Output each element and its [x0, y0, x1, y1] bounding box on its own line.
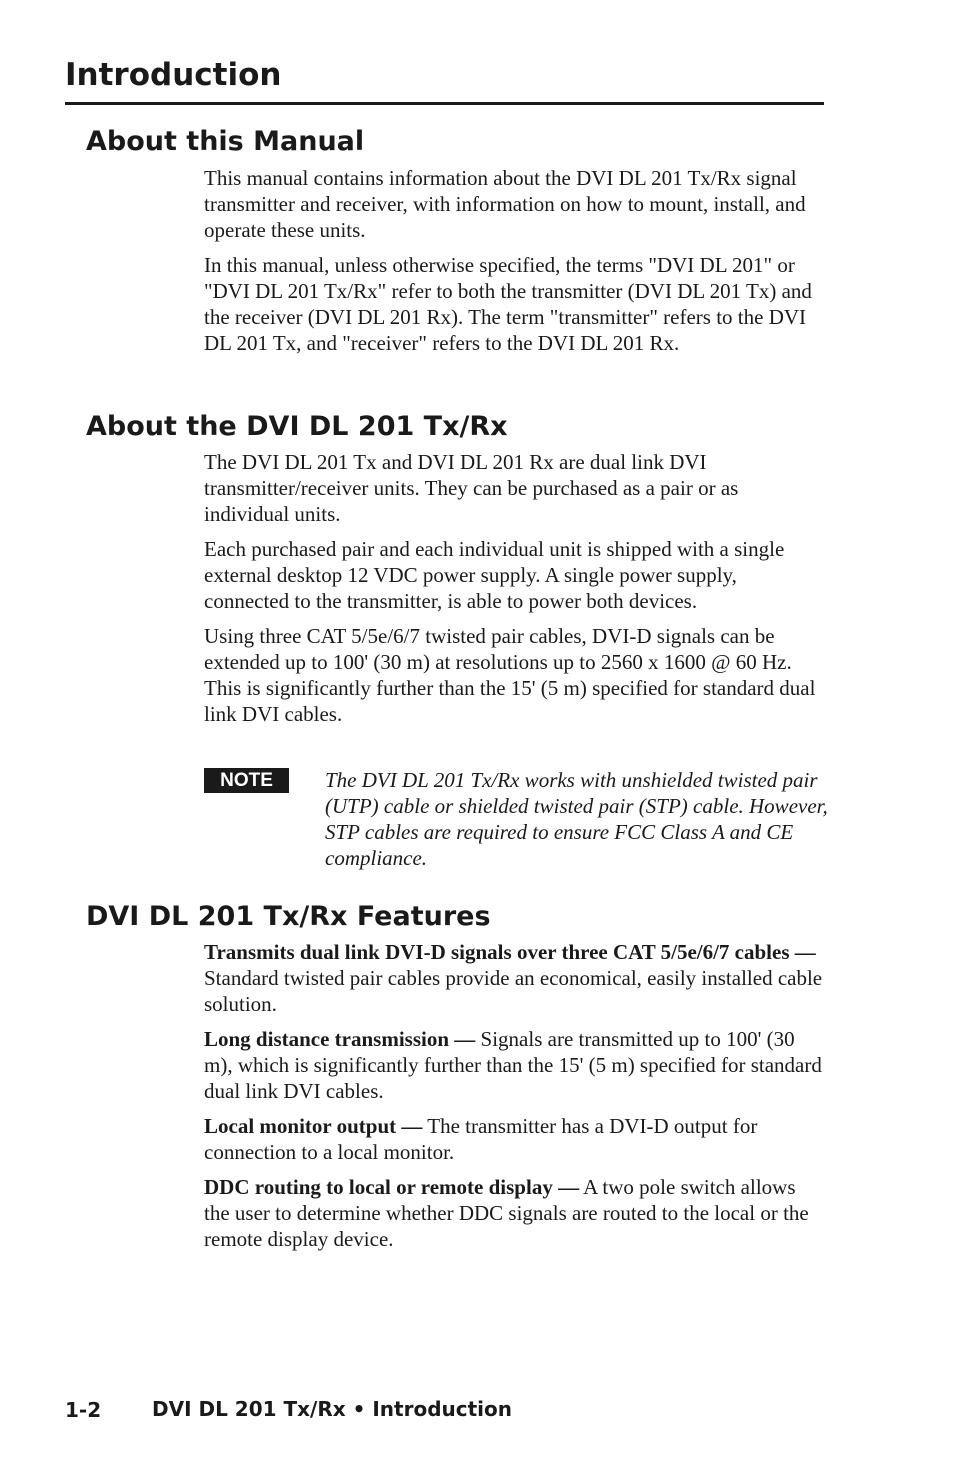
- feature-item: [204, 1026, 824, 1104]
- feature-text: Signals are transmitted up to 100' (30 m), which is significantly further than the 15' (5 m) specified for standard dual link DVI cables.: [204, 1027, 822, 1103]
- feature-title: Long distance transmission —: [204, 1027, 476, 1051]
- about-manual-body: [204, 165, 824, 365]
- about-dvi-body: [204, 449, 824, 736]
- feature-text: A two pole switch allows the user to determine whether DDC signals are routed to the local or the remote display device.: [204, 1175, 809, 1251]
- feature-text: The transmitter has a DVI-D output for connection to a local monitor.: [204, 1114, 758, 1164]
- paragraph: In this manual, unless otherwise specified, the terms "DVI DL 201" or "DVI DL 201 Tx/Rx" refer to both the transmitter (DVI DL 201 Tx) and the receiver (DVI DL 201 Rx). The term "transmitter" refers to the DVI DL 201 Tx, and "receiver" refers to the DVI DL 201 Rx.: [204, 253, 812, 355]
- feature-item: [204, 939, 824, 1017]
- note-badge: NOTE: [204, 768, 289, 793]
- feature-text: Standard twisted pair cables provide an economical, easily installed cable solution.: [204, 966, 823, 1016]
- feature-title: Transmits dual link DVI-D signals over three CAT 5/5e/6/7 cables —: [204, 940, 816, 964]
- paragraph: Using three CAT 5/5e/6/7 twisted pair cables, DVI-D signals can be extended up to 100' (30 m) at resolutions up to 2560 x 1600 @ 60 Hz. This is significantly further than the 15' (5 m) specified for standard dual link DVI cables.: [204, 624, 816, 726]
- section-heading-about-manual: About this Manual: [86, 126, 365, 157]
- features-body: [204, 939, 824, 1261]
- feature-item: [204, 1113, 824, 1165]
- page-title: Introduction: [65, 54, 824, 105]
- feature-item: [204, 1174, 824, 1252]
- paragraph: Each purchased pair and each individual unit is shipped with a single external desktop 12 VDC power supply. A single power supply, connected to the transmitter, is able to power both devices.: [204, 537, 785, 613]
- footer-title: DVI DL 201 Tx/Rx • Introduction: [152, 1397, 513, 1421]
- section-heading-features: DVI DL 201 Tx/Rx Features: [86, 901, 491, 932]
- feature-title: DDC routing to local or remote display —: [204, 1175, 580, 1199]
- section-heading-about-dvi: About the DVI DL 201 Tx/Rx: [86, 411, 508, 442]
- note-text: The DVI DL 201 Tx/Rx works with unshielded twisted pair (UTP) cable or shielded twisted pair (STP) cable. However, STP cables are required to ensure FCC Class A and CE compliance.: [325, 768, 828, 870]
- paragraph: The DVI DL 201 Tx and DVI DL 201 Rx are dual link DVI transmitter/receiver units. They can be purchased as a pair or as individual units.: [204, 450, 739, 526]
- feature-title: Local monitor output —: [204, 1114, 423, 1138]
- paragraph: This manual contains information about the DVI DL 201 Tx/Rx signal transmitter and receiver, with information on how to mount, install, and operate these units.: [204, 166, 806, 242]
- footer-page-number: 1-2: [65, 1398, 102, 1422]
